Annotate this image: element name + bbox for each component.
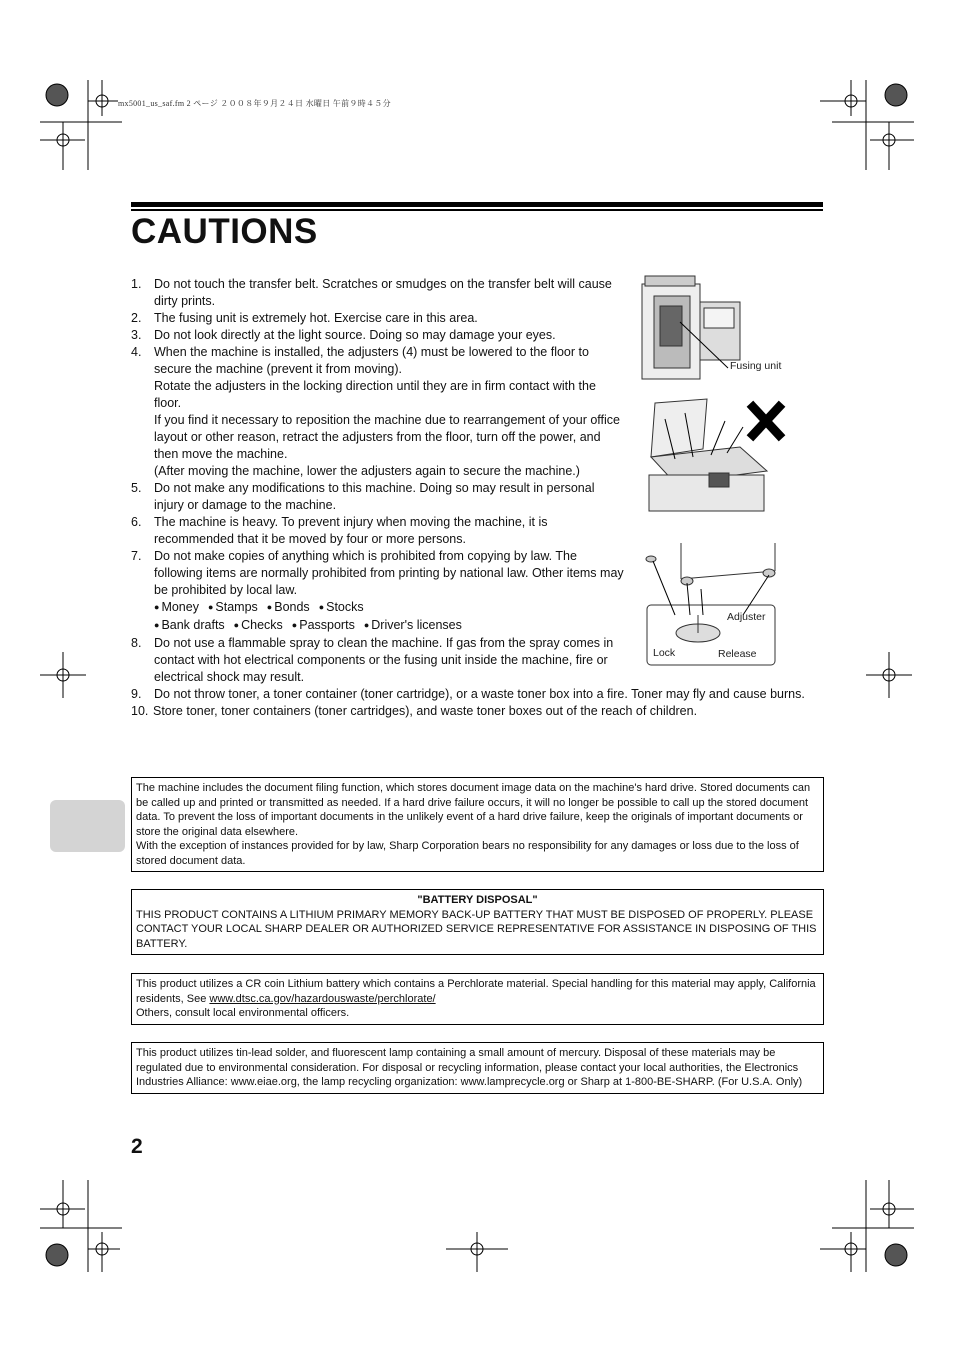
list-item: 6. The machine is heavy. To prevent injury when moving the machine, it is recommended that it be moved by four or more persons.	[131, 515, 548, 546]
fusing-unit-label: Fusing unit	[730, 360, 782, 372]
lock-label: Lock	[653, 647, 676, 659]
adjuster-label: Adjuster	[727, 611, 766, 623]
release-label: Release	[718, 648, 757, 660]
document-filing-notice: The machine includes the document filing function, which stores document image data on the machine's hard drive. Stored documents can be called up and printed or transmitted as needed. If a hard drive failure occurs, it will no longer be possible to call up the stored document data. To prevent the loss of important documents in the unlikely event of a hard drive failure, keep the originals of important documents or store the original data elsewhere. With the exception of instances provided for by law, Sharp Corporation bears no responsibility for any damages or loss due to the loss of stored document data.	[131, 777, 824, 872]
list-item: 7. Do not make copies of anything which is prohibited from copying by law. The following items are normally prohibited from printing by national law. Other items may be prohibited by local law. ● Money● Stamps● Bonds● Stocks ● Bank drafts● Checks● Passports● Driver's licenses	[131, 548, 624, 635]
file-header: mx5001_us_saf.fm 2 ページ ２００８年９月２４日 水曜日 午前９時４５分	[118, 99, 391, 108]
list-item: 1. Do not touch the transfer belt. Scratches or smudges on the transfer belt will cause dirty prints.	[131, 277, 612, 308]
title-rule-thin	[131, 209, 823, 211]
list-item: 8. Do not use a flammable spray to clean the machine. If gas from the spray comes in contact with hot electrical components or the fusing unit inside the machine, fire or electrical shock may result.	[131, 636, 614, 684]
prohibited-items-row1: ● Money● Stamps● Bonds● Stocks	[154, 599, 624, 617]
list-item: 3. Do not look directly at the light source. Doing so may damage your eyes.	[131, 328, 556, 342]
battery-disposal-notice: "BATTERY DISPOSAL" THIS PRODUCT CONTAINS A LITHIUM PRIMARY MEMORY BACK-UP BATTERY THAT MUST BE DISPOSED OF PROPERLY. PLEASE CONTACT YOUR LOCAL SHARP DEALER OR AUTHORIZED SERVICE REPRESENTATIVE FOR ASSISTANCE IN DISPOSING OF THIS BATTERY.	[131, 889, 824, 955]
section-tab	[50, 800, 125, 852]
list-item: 9. Do not throw toner, a toner container (toner cartridge), or a waste toner box into a fire. Toner may fly and cause burns.	[131, 687, 805, 701]
perchlorate-link[interactable]: www.dtsc.ca.gov/hazardouswaste/perchlorate/	[209, 992, 436, 1005]
battery-disposal-title: "BATTERY DISPOSAL"	[417, 894, 538, 906]
prohibited-items-row2: ● Bank drafts● Checks● Passports● Driver's licenses	[154, 617, 624, 635]
list-item: 2. The fusing unit is extremely hot. Exercise care in this area.	[131, 311, 478, 325]
page-number: 2	[131, 1135, 143, 1158]
list-item: 10. Store toner, toner containers (toner cartridges), and waste toner boxes out of the reach of children.	[131, 704, 698, 718]
page-title: CAUTIONS	[131, 212, 318, 251]
title-rule-thick	[131, 202, 823, 207]
list-item: 4. When the machine is installed, the adjusters (4) must be lowered to the floor to secure the machine (prevent it from moving). Rotate the adjusters in the locking direction until they are in firm contact with the floor. If you find it necessary to reposition the machine due to rearrangement of your office layout or other reason, retract the adjusters from the floor, turn off the power, and then move the machine. (After moving the machine, lower the adjusters again to secure the machine.)	[131, 345, 621, 478]
light-source-warning-illustration	[645, 397, 790, 514]
mercury-notice: This product utilizes tin-lead solder, and fluorescent lamp containing a small amount of mercury. Disposal of these materials may be regulated due to environmental consideration. For disposal or recycling information, please contact your local authorities, the Electronics Industries Alliance: www.eiae.org, the lamp recycling organization: www.lamprecycle.org or Sharp at 1-800-BE-SHARP. (For U.S.A. Only)	[131, 1042, 824, 1094]
perchlorate-notice: This product utilizes a CR coin Lithium battery which contains a Perchlorate material. Special handling for this material may apply, California residents, See www.dtsc.ca.gov/hazardouswaste/perchlorate/ Others, consult local environmental officers.	[131, 973, 824, 1025]
list-item: 5. Do not make any modifications to this machine. Doing so may result in personal injury or damage to the machine.	[131, 481, 595, 512]
